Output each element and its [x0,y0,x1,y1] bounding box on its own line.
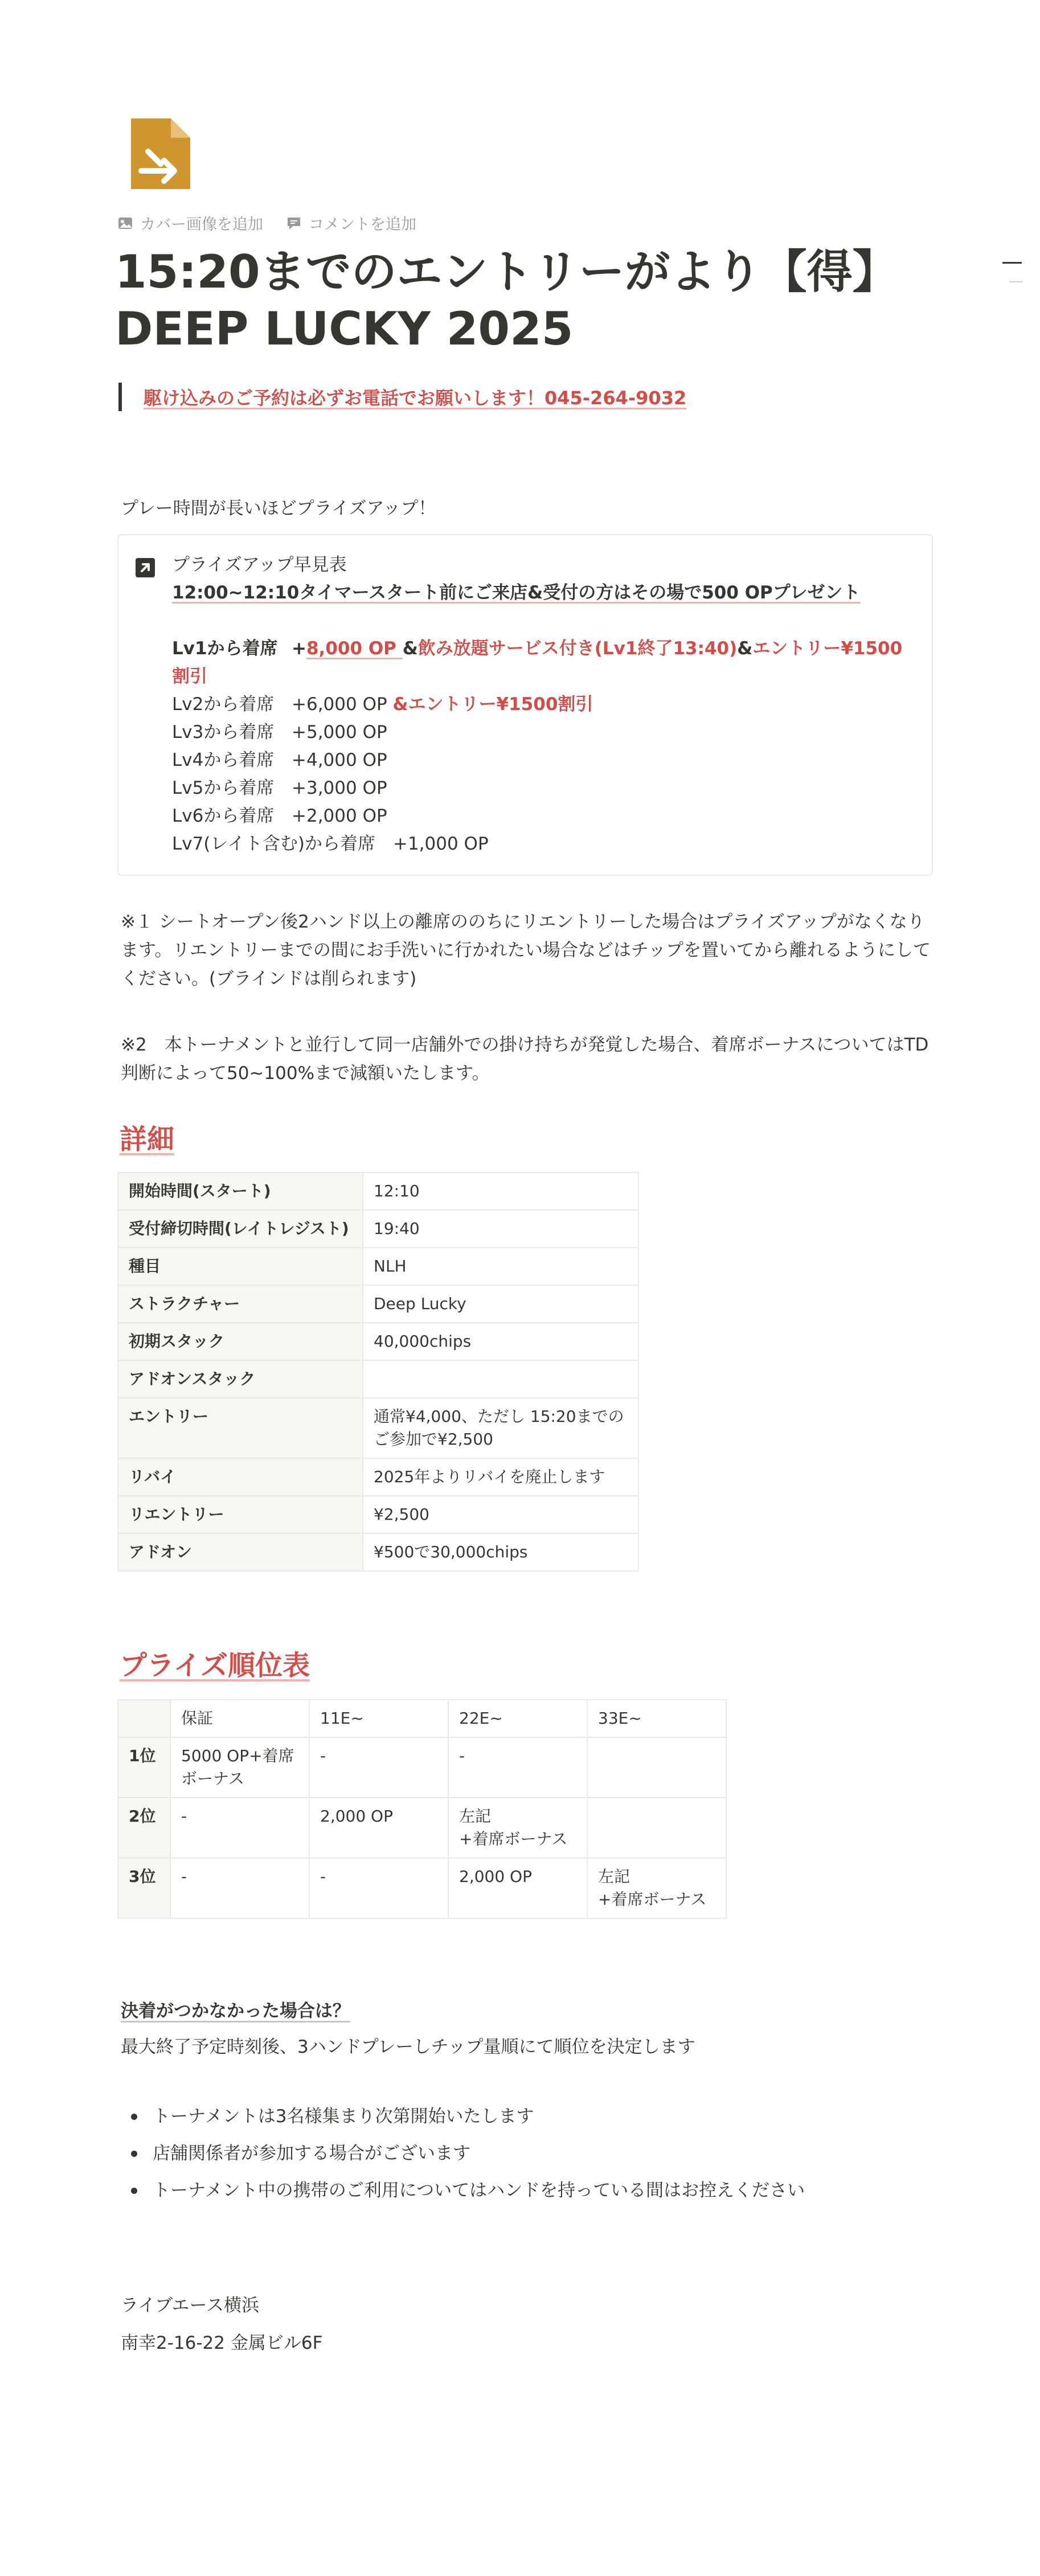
prize-cell[interactable]: - [170,1858,309,1918]
reservation-quote-text: 駆け込みのご予約は必ずお電話でお願いします！045-264-9032 [144,387,687,409]
table-row [118,1323,638,1360]
details-heading[interactable]: 詳細 [120,1123,175,1155]
add-comment-button[interactable] [286,212,416,234]
callout-promo: 12:00~12:10タイマースタート前にご来店&受付の方はその場で500 OPプレゼント [172,583,861,603]
table-row [118,1737,726,1798]
lv-bonus: +4,000 OP [292,750,387,770]
toc-indicator[interactable] [1002,262,1022,264]
venue-name[interactable]: ライブエース横浜 [121,2295,260,2316]
prize-cell[interactable]: 2,000 OP [309,1798,448,1858]
prize-cell[interactable]: - [309,1858,448,1918]
lv2-bonus: +6,000 OP [292,694,393,715]
detail-value[interactable]: 通常¥4,000、ただし 15:20までのご参加で¥2,500 [363,1398,638,1458]
detail-value[interactable]: 12:10 [363,1172,638,1210]
detail-value[interactable]: 19:40 [363,1210,638,1248]
detail-value[interactable]: ¥2,500 [363,1496,638,1533]
intro-text[interactable]: プレー時間が長いほどプライズアップ！ [121,498,436,519]
lv6-row [172,802,918,830]
page-actions [117,212,416,234]
table-row [118,1172,638,1210]
callout-body [172,551,918,858]
prize-header-cell[interactable]: 33E~ [587,1700,726,1737]
title-line-2: DEEP LUCKY 2025 [115,302,574,355]
tie-text[interactable]: 最大終了予定時刻後、3ハンドプレーしチップ量順にて順位を決定します [121,2037,695,2057]
prize-cell[interactable] [587,1737,726,1798]
table-row [118,1398,638,1458]
add-comment-label: コメントを追加 [309,216,416,233]
lv1-label: Lv1から着席 [172,638,278,659]
detail-key[interactable]: 開始時間(スタート) [118,1172,363,1210]
table-row [118,1360,638,1398]
detail-key[interactable]: アドオンスタック [118,1360,363,1398]
prize-cell[interactable]: 2,000 OP [448,1858,587,1918]
comment-icon [286,215,302,231]
detail-key[interactable]: エントリー [118,1398,363,1458]
detail-key[interactable]: リエントリー [118,1496,363,1533]
lv-label: Lv4から着席 [172,750,275,770]
detail-key[interactable]: アドオン [118,1533,363,1571]
lv2-label: Lv2から着席 [172,694,275,715]
prize-header-cell[interactable]: 保証 [170,1700,309,1737]
lv1-drink: 飲み放題サービス付き(Lv1終了13:40) [417,638,738,659]
tie-heading[interactable]: 決着がつかなかった場合は？ [121,2001,350,2021]
lv1-discount: エントリー¥1500割引 [172,638,903,687]
prize-cell[interactable]: - [309,1737,448,1798]
detail-value[interactable]: 40,000chips [363,1323,638,1360]
lv2-row [172,691,918,719]
add-cover-button[interactable] [117,212,263,234]
list-item[interactable]: 店舗関係者が参加する場合がございます [121,2139,805,2176]
lv4-row [172,746,918,774]
lv1-amp: & [402,638,418,659]
prize-header-cell[interactable]: 11E~ [309,1700,448,1737]
details-table [117,1172,639,1572]
image-icon [117,215,133,231]
lv-label: Lv5から着席 [172,778,275,798]
prize-cell[interactable]: 5000 OP+着席ボーナス [170,1737,309,1798]
prize-rank-cell[interactable]: 2位 [118,1798,170,1858]
table-row [118,1248,638,1285]
detail-key[interactable]: ストラクチャー [118,1285,363,1323]
detail-value[interactable]: ¥500で30,000chips [363,1533,638,1571]
table-row [118,1210,638,1248]
lv1-amp2: & [737,638,753,659]
table-row [118,1285,638,1323]
lv5-row [172,774,918,802]
detail-key[interactable]: リバイ [118,1458,363,1496]
lv2-discount: &エントリー¥1500割引 [392,694,593,715]
prize-rank-cell[interactable]: 1位 [118,1737,170,1798]
page-title[interactable] [115,244,947,358]
list-item[interactable]: トーナメント中の携帯のご利用についてはハンドを持っている間はお控えください [121,2176,805,2213]
lv1-plus: + [292,638,306,659]
prize-header-cell[interactable] [118,1700,170,1737]
table-row [118,1858,726,1918]
detail-key[interactable]: 受付締切時間(レイトレジスト) [118,1210,363,1248]
note-1[interactable]: ※１ シートオープン後2ハンド以上の離席ののちにリエントリーした場合はプライズアップがなくなります。リエントリーまでの間にお手洗いに行かれたい場合などはチップを置いてから離れるようにしてください。(ブラインドは削られます) [121,912,931,989]
table-row [118,1798,726,1858]
prize-rank-cell[interactable]: 3位 [118,1858,170,1918]
add-cover-label: カバー画像を追加 [140,216,263,233]
detail-value[interactable]: 2025年よりリバイを廃止します [363,1458,638,1496]
lv1-op: 8,000 OP [306,638,403,659]
lv7-row: Lv7(レイト含む)から着席 +1,000 OP [172,834,489,854]
detail-key[interactable]: 種目 [118,1248,363,1285]
lv3-row [172,719,918,746]
list-item[interactable]: トーナメントは3名様集まり次第開始いたします [121,2102,805,2139]
reservation-quote[interactable] [118,383,686,411]
prize-cell[interactable]: 左記 +着席ボーナス [587,1858,726,1918]
detail-value[interactable]: Deep Lucky [363,1285,638,1323]
lv-label: Lv6から着席 [172,806,275,826]
detail-value[interactable] [363,1360,638,1398]
prize-header-cell[interactable]: 22E~ [448,1700,587,1737]
lv-bonus: +3,000 OP [292,778,387,798]
callout-heading: プライズアップ早見表 [172,555,347,575]
prize-cell[interactable]: - [448,1737,587,1798]
title-line-1: 15:20までのエントリーがより【得】 [115,245,898,298]
lv-label: Lv3から着席 [172,722,275,743]
prize-cell[interactable] [587,1798,726,1858]
note-2[interactable]: ※2 本トーナメントと並行して同一店舗外での掛け持ちが発覚した場合、着席ボーナスについてはTD判断によって50~100%まで減額いたします。 [121,1035,929,1084]
prize-cell[interactable]: - [170,1798,309,1858]
prize-up-callout[interactable] [117,534,933,876]
document-arrow-icon[interactable] [131,118,190,189]
table-header-row [118,1700,726,1737]
detail-value[interactable]: NLH [363,1248,638,1285]
table-row [118,1458,638,1496]
table-row [118,1533,638,1571]
venue-address[interactable]: 南幸2-16-22 金属ビル6F [121,2333,323,2353]
lv-bonus: +5,000 OP [292,722,387,743]
toc-indicator-secondary[interactable] [1009,281,1023,282]
lv-bonus: +2,000 OP [292,806,387,826]
rules-list [121,2102,805,2213]
detail-key[interactable]: 初期スタック [118,1323,363,1360]
prize-cell[interactable]: 左記 +着席ボーナス [448,1798,587,1858]
prize-heading[interactable]: プライズ順位表 [120,1650,310,1681]
prize-table [117,1699,727,1919]
arrow-up-right-icon[interactable] [136,558,155,577]
lv1-row [172,635,918,691]
table-row [118,1496,638,1533]
